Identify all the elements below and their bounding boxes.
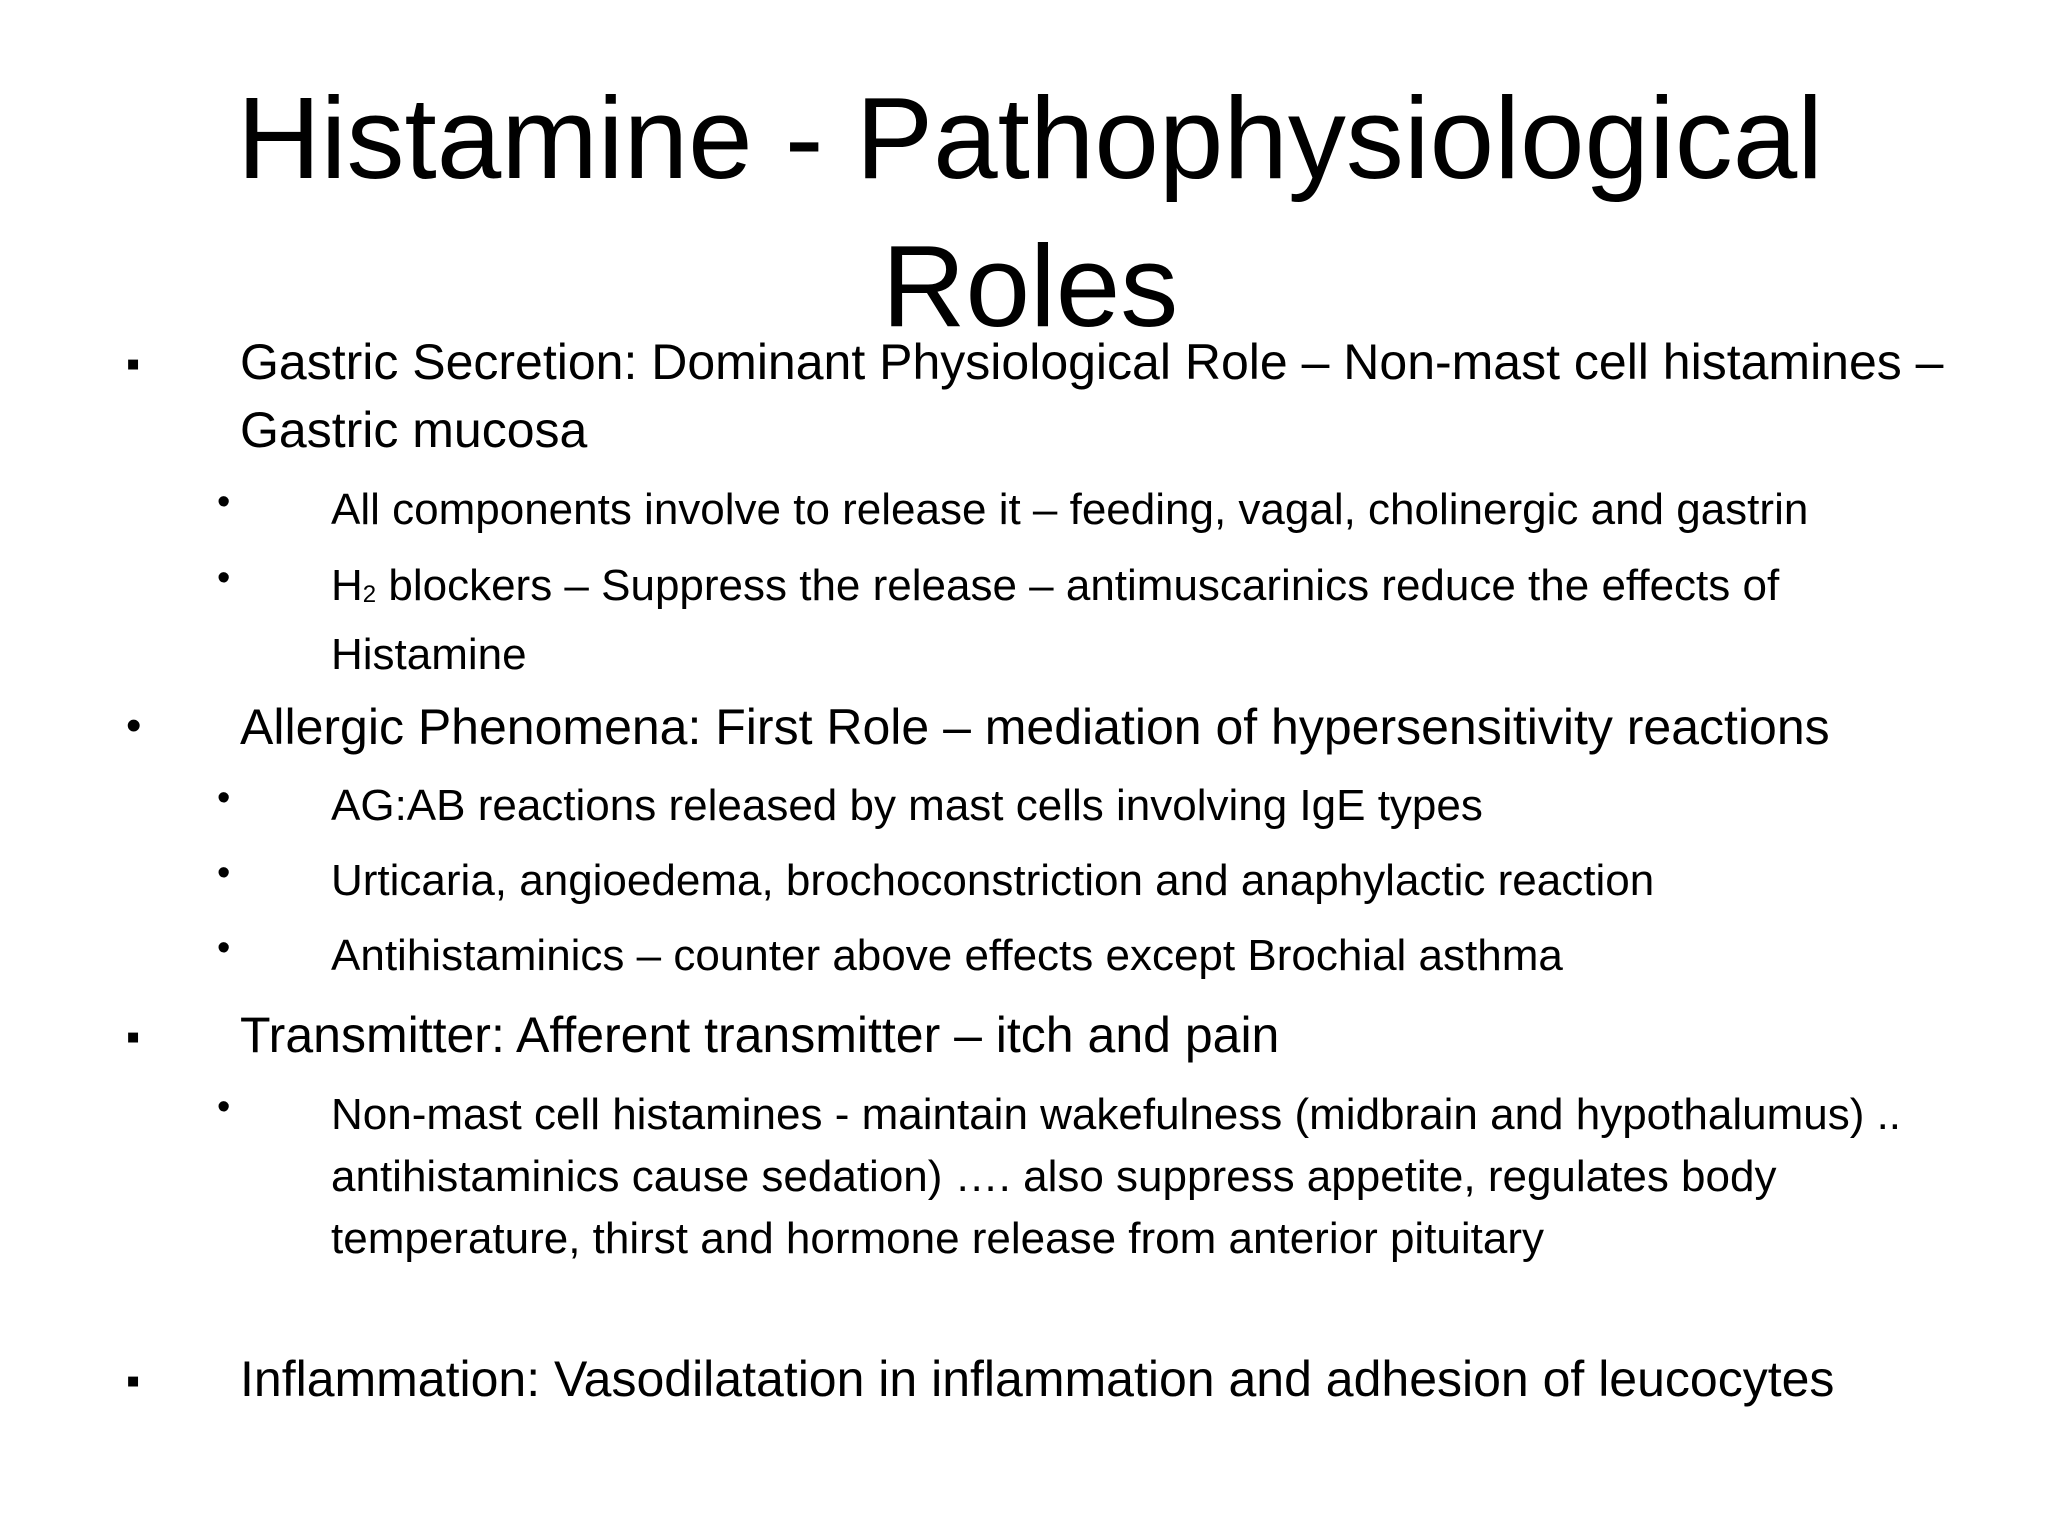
dot-bullet-icon: • — [126, 701, 142, 750]
list-item-text: Inflammation: Vasodilatation in inflammation and adhesion of leucocytes — [240, 1351, 1835, 1407]
dot-bullet-icon: • — [217, 852, 231, 894]
h2-prefix: H — [331, 561, 363, 610]
sub-list-item-text: Antihistaminics – counter above effects except Brochial asthma — [331, 931, 1563, 980]
list-item-text: Gastric Secretion: Dominant Physiological Role – Non-mast cell histamines – Gastric mucosa — [240, 334, 1944, 458]
sub-list-item-text: Non-mast cell histamines - maintain wakefulness (midbrain and hypothalumus) .. antihistaminics cause sedation) …. also suppress appetite, regulates body temperature, thirst and hormone release from anterior pituitary — [331, 1090, 1902, 1263]
h2-subscript: 2 — [362, 581, 377, 608]
square-bullet-icon: ▪ — [126, 1359, 141, 1403]
h2-text: blockers – Suppress the release – antimuscarinics reduce the effects of Histamine — [331, 561, 1780, 679]
dot-bullet-icon: • — [217, 927, 231, 969]
sub-list-item-text: Urticaria, angioedema, brochoconstriction and anaphylactic reaction — [331, 856, 1655, 905]
slide-title-line-2: Roles — [881, 221, 1179, 351]
square-bullet-icon: ▪ — [126, 342, 141, 386]
sub-list-item-text — [331, 555, 1971, 686]
sub-list-item-text: AG:AB reactions released by mast cells involving IgE types — [331, 781, 1483, 830]
list-item-text: Transmitter: Afferent transmitter – itch and pain — [240, 1007, 1280, 1063]
square-bullet-icon: ▪ — [126, 1015, 141, 1059]
dot-bullet-icon: • — [217, 777, 231, 819]
dot-bullet-icon: • — [217, 557, 231, 599]
slide-title — [200, 64, 1860, 360]
slide-title-line-1: Histamine - Pathophysiological — [236, 73, 1824, 203]
list-item-text: Allergic Phenomena: First Role – mediation of hypersensitivity reactions — [240, 699, 1830, 755]
dot-bullet-icon: • — [217, 481, 231, 523]
dot-bullet-icon: • — [217, 1086, 231, 1128]
sub-list-item-text: All components involve to release it – feeding, vagal, cholinergic and gastrin — [331, 485, 1809, 534]
